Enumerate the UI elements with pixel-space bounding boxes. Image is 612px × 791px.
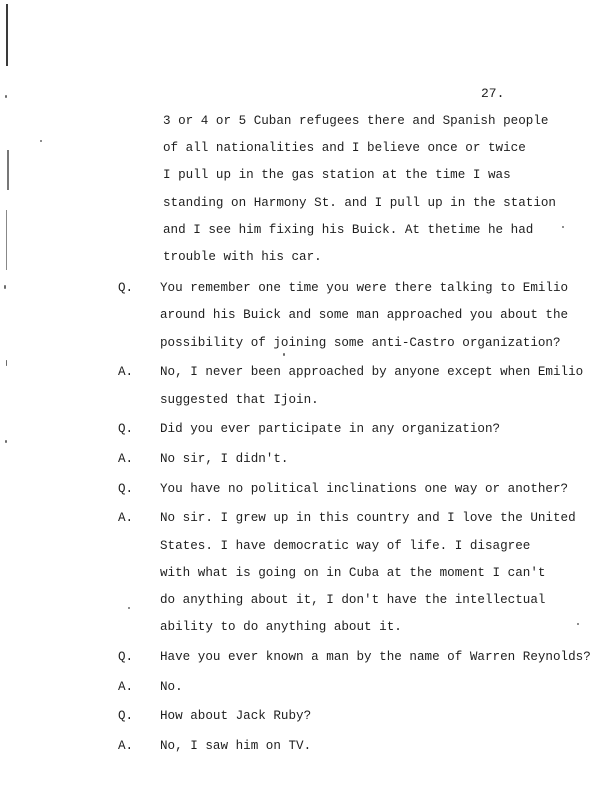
answer-text: with what is going on in Cuba at the moment I can't — [160, 565, 546, 580]
question-text: You have no political inclinations one way or another? — [160, 481, 569, 496]
answer-text: suggested that Ijoin. — [160, 392, 319, 407]
transcript-line: standing on Harmony St. and I pull up in the station — [163, 195, 556, 210]
scan-speck — [4, 285, 6, 289]
binding-edge-mark — [6, 210, 7, 270]
question-label: Q. — [118, 281, 134, 296]
answer-label: A. — [118, 451, 134, 466]
transcript-line: of all nationalities and I believe once or twice — [163, 141, 526, 156]
answer-label: A. — [118, 738, 134, 753]
page-number: 27. — [481, 86, 505, 101]
scan-speck — [5, 440, 7, 443]
answer-text: No, I saw him on TV. — [160, 738, 312, 753]
scan-speck — [40, 140, 42, 142]
answer-text: States. I have democratic way of life. I disagree — [160, 538, 531, 553]
question-label: Q. — [118, 709, 134, 724]
scan-speck — [577, 623, 579, 625]
transcript-line: 3 or 4 or 5 Cuban refugees there and Spanish people — [163, 114, 549, 128]
answer-text: ability to do anything about it. — [160, 620, 402, 635]
scan-speck — [283, 353, 285, 356]
answer-text: No sir. I grew up in this country and I love the United — [160, 511, 576, 526]
scan-speck — [6, 360, 7, 366]
question-label: Q. — [118, 422, 134, 437]
question-text: around his Buick and some man approached you about the — [160, 308, 569, 323]
answer-label: A. — [118, 679, 134, 694]
answer-text: do anything about it, I don't have the intellectual — [160, 592, 546, 607]
transcript-line: trouble with his car. — [163, 250, 322, 264]
answer-text: No sir, I didn't. — [160, 451, 289, 466]
question-text: How about Jack Ruby? — [160, 709, 312, 724]
binding-edge-mark — [6, 4, 8, 66]
question-text: Did you ever participate in any organization? — [160, 422, 501, 437]
binding-edge-mark — [7, 150, 9, 190]
question-text: possibility of joining some anti-Castro organization? — [160, 335, 561, 350]
scan-speck — [562, 226, 564, 228]
question-label: Q. — [118, 481, 134, 496]
question-label: Q. — [118, 649, 134, 664]
answer-label: A. — [118, 365, 134, 380]
answer-label: A. — [118, 511, 134, 526]
transcript-line: I pull up in the gas station at the time I was — [163, 168, 511, 183]
question-text: You remember one time you were there talking to Emilio — [160, 281, 569, 296]
answer-text: No, I never been approached by anyone except when Emilio — [160, 365, 584, 380]
answer-text: No. — [160, 679, 183, 694]
scan-speck — [5, 95, 7, 98]
transcript-line: and I see him fixing his Buick. At thetime he had — [163, 222, 534, 237]
scan-speck — [128, 607, 130, 609]
question-text: Have you ever known a man by the name of Warren Reynolds? — [160, 649, 591, 664]
